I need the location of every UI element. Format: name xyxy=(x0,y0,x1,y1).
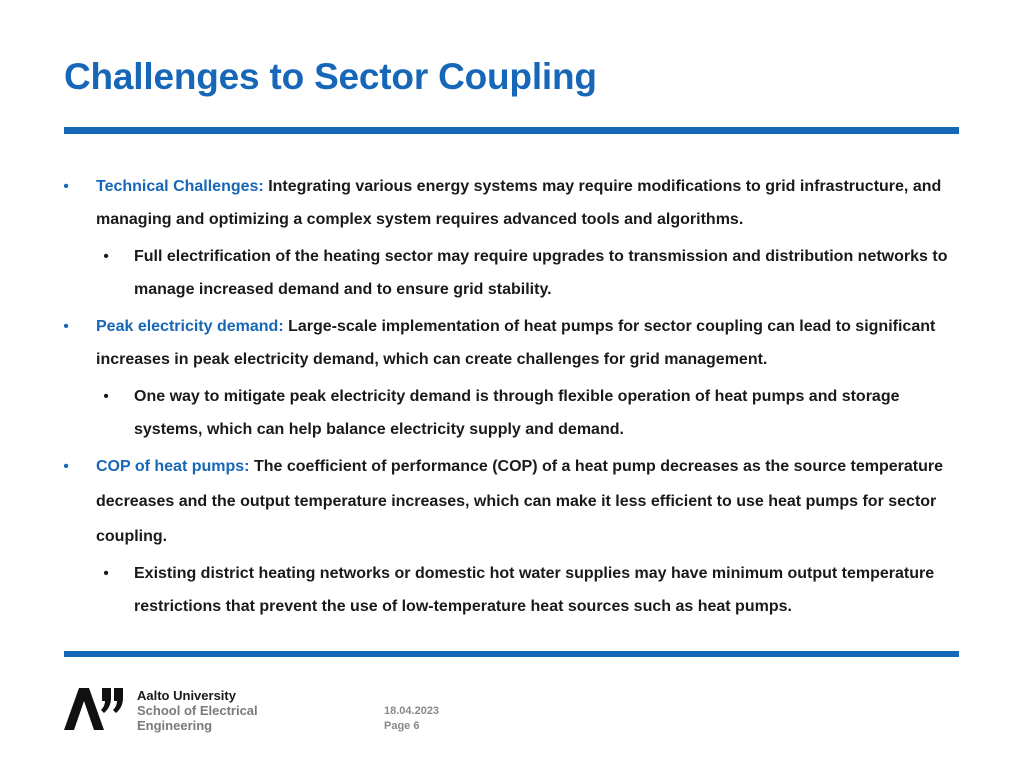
school-name-line2: Engineering xyxy=(137,718,213,733)
slide-page-number: Page 6 xyxy=(384,720,420,732)
bullet-lead: Technical Challenges: xyxy=(96,178,264,195)
bullet-text: Integrating various energy systems may require modifications to grid infrastructure, and managing and optimizing a complex system requires advanced tools and algorithms. xyxy=(96,178,942,228)
bullet-marker: • xyxy=(63,458,69,475)
slide-title: Challenges to Sector Coupling xyxy=(64,56,597,97)
bullet-technical-challenges xyxy=(63,170,966,236)
aalto-logo-icon xyxy=(64,688,126,730)
bullet-text: Large-scale implementation of heat pumps for sector coupling can lead to significant increases in peak electricity demand, which can create challenges for grid management. xyxy=(96,318,936,368)
slide-date: 18.04.2023 xyxy=(384,705,440,717)
bullet-cop-heat-pumps xyxy=(63,449,966,554)
sub-bullet-marker: • xyxy=(103,388,109,405)
footer-meta xyxy=(384,704,439,734)
sub-bullet-marker: • xyxy=(103,565,109,582)
university-name: Aalto University xyxy=(137,688,236,703)
sub-bullet-text: Full electrification of the heating sector may require upgrades to transmission and distribution networks to manage increased demand and to ensure grid stability. xyxy=(134,248,948,298)
sub-bullet-flexible-operation xyxy=(103,380,964,446)
title-divider xyxy=(64,127,959,134)
sub-bullet-text: One way to mitigate peak electricity demand is through flexible operation of heat pumps and storage systems, which can help balance electricity supply and demand. xyxy=(134,388,900,438)
sub-bullet-electrification xyxy=(103,240,964,306)
bullet-text: The coefficient of performance (COP) of a heat pump decreases as the source temperature decreases and the output temperature increases, which can make it less efficient to use heat pumps for sector coupling. xyxy=(96,458,944,545)
sub-bullet-temperature-restrictions xyxy=(103,557,964,623)
bullet-lead: Peak electricity demand: xyxy=(96,318,284,335)
bullet-lead: COP of heat pumps: xyxy=(96,458,250,475)
school-name-line1: School of Electrical xyxy=(137,703,258,718)
bullet-marker: • xyxy=(63,178,69,195)
sub-bullet-marker: • xyxy=(103,248,109,265)
footer-organization xyxy=(137,688,258,733)
sub-bullet-text: Existing district heating networks or domestic hot water supplies may have minimum output temperature restrictions that prevent the use of low-temperature heat sources such as heat pumps. xyxy=(134,565,935,615)
bullet-peak-demand xyxy=(63,310,966,376)
bullet-marker: • xyxy=(63,318,69,335)
footer-divider xyxy=(64,651,959,657)
